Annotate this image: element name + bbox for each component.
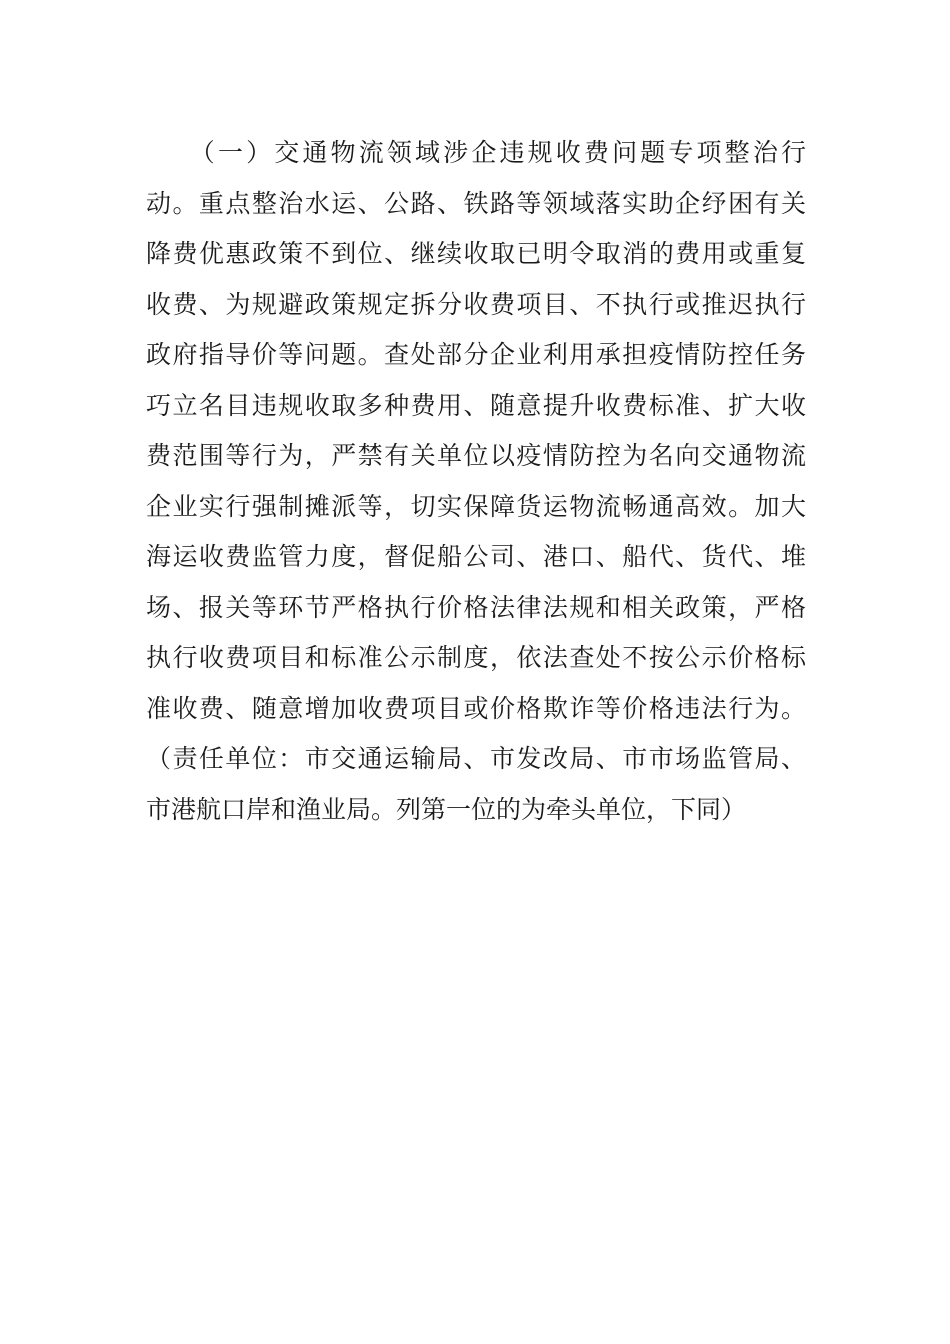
text-line: 收费、为规避政策规定拆分收费项目、不执行或推迟执行 <box>146 289 806 319</box>
text-line: （责任单位：市交通运输局、市发改局、市市场监管局、 <box>146 744 806 773</box>
text-line: 海运收费监管力度，督促船公司、港口、船代、货代、堆 <box>146 542 806 571</box>
text-line: 执行收费项目和标准公示制度，依法查处不按公示价格标 <box>146 643 806 672</box>
text-line: 政府指导价等问题。查处部分企业利用承担疫情防控任务 <box>146 340 806 369</box>
text-line: 企业实行强制摊派等，切实保障货运物流畅通高效。加大 <box>146 491 806 521</box>
text-line: 巧立名目违规收取多种费用、随意提升收费标准、扩大收 <box>146 390 806 420</box>
text-line: 费范围等行为，严禁有关单位以疫情防控为名向交通物流 <box>146 441 806 470</box>
text-line: 降费优惠政策不到位、继续收取已明令取消的费用或重复 <box>146 239 806 268</box>
text-line: 动。重点整治水运、公路、铁路等领域落实助企纾困有关 <box>146 188 806 218</box>
text-line: 准收费、随意增加收费项目或价格欺诈等价格违法行为。 <box>146 693 806 723</box>
body-paragraph <box>146 128 806 835</box>
text-line: （一）交通物流领域涉企违规收费问题专项整治行 <box>146 138 806 167</box>
text-line: 市港航口岸和渔业局。列第一位的为牵头单位，下同） <box>146 794 747 824</box>
text-line: 场、报关等环节严格执行价格法律法规和相关政策，严格 <box>146 592 806 622</box>
